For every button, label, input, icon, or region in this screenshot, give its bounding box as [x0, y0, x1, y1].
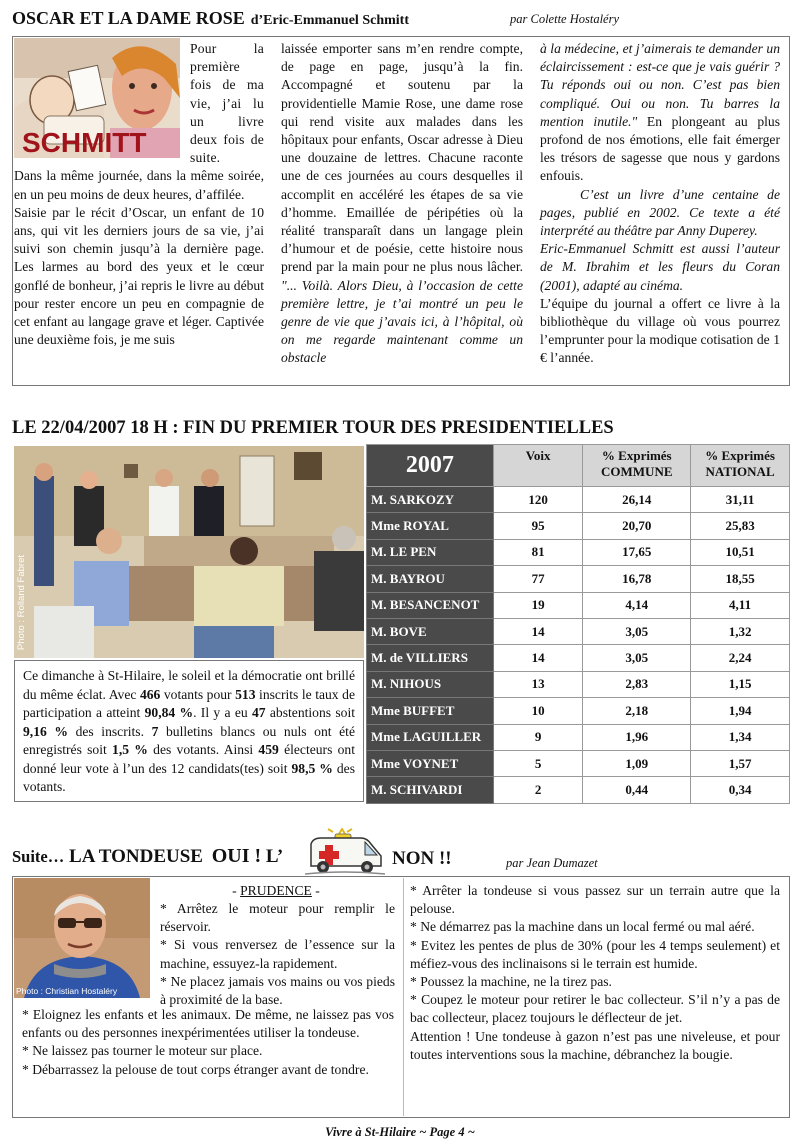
candidate-votes: 9 — [493, 724, 583, 750]
polling-station-photo — [14, 446, 364, 658]
oscar-title-text: OSCAR ET LA DAME ROSE — [12, 8, 245, 28]
candidate-pct-national: 0,34 — [691, 777, 790, 803]
oscar-author: d’Eric-Emmanuel Schmitt — [250, 13, 409, 28]
tondeuse-l: L’ — [265, 846, 284, 867]
candidate-pct-commune: 1,96 — [583, 724, 691, 750]
elections-summary — [14, 660, 364, 802]
results-row — [367, 566, 790, 592]
results-table — [366, 444, 790, 804]
candidate-name: Mme BUFFET — [367, 698, 494, 724]
results-header-row — [367, 445, 790, 487]
oscar-col1-intro: Pour la première fois de ma vie, j’ai lu un livre deux fois de suite. — [190, 41, 264, 166]
oscar-col1-para-a: Dans la même journée, dans la même soirée, en un peu moins de deux heures, d’affilée. — [14, 168, 264, 202]
summary-figure: 90,84 % — [144, 705, 194, 720]
summary-text: des votants. Ainsi — [147, 742, 259, 757]
candidate-name: M. NIHOUS — [367, 671, 494, 697]
prudence-tips-right: * Arrêter la tondeuse si vous passez sur un terrain autre que la pelouse. * Ne démarrez pas la machine dans un local fermé ou mal aéré. * Evitez les pentes de plus de 30% (pour les 4 temps seulement) et méfiez-vous des inclinaisons si le terrain est humide. * Poussez la machine, ne la tirez pas. * Coupez le moteur pour retirer le bac collecteur. S’il n’y a pas de bac collecteur, placez toujours le déflecteur de jet. Attention ! Une tondeuse à gazon n’est pas une niveleuse, et pour toutes interventions sous la machine, débranchez la bougie. — [410, 883, 780, 1062]
candidate-name: M. SARKOZY — [367, 487, 494, 513]
portrait-illustration — [14, 878, 150, 998]
candidate-pct-national: 1,32 — [691, 618, 790, 644]
candidate-pct-national: 1,15 — [691, 671, 790, 697]
candidate-name: M. SCHIVARDI — [367, 777, 494, 803]
results-table-container — [366, 444, 790, 804]
prudence-label: PRUDENCE — [240, 883, 312, 898]
summary-figure: 513 — [235, 686, 256, 702]
results-row — [367, 618, 790, 644]
oscar-col3-publication: C’est un livre d’une centaine de pages, publié en 2002. Ce texte a été interprété au théâtre par Anny Duperey. — [540, 186, 780, 239]
ambulance-icon — [305, 828, 385, 876]
tondeuse-oui: OUI ! — [211, 845, 262, 867]
oscar-col3-text — [540, 40, 780, 186]
summary-text: Ce dimanche à St-Hilaire, le soleil et la démocratie ont brillé du même éclat. Avec — [23, 668, 355, 702]
candidate-pct-commune: 0,44 — [583, 777, 691, 803]
candidate-pct-commune: 2,18 — [583, 698, 691, 724]
candidate-pct-commune: 17,65 — [583, 539, 691, 565]
candidate-votes: 14 — [493, 618, 583, 644]
candidate-pct-national: 2,24 — [691, 645, 790, 671]
candidate-votes: 13 — [493, 671, 583, 697]
summary-figure: 98,5 % — [291, 760, 333, 776]
page-footer: Vivre à St-Hilaire ~ Page 4 ~ — [325, 1125, 475, 1139]
candidate-pct-commune: 20,70 — [583, 513, 691, 539]
oscar-column-1 — [14, 40, 264, 349]
oscar-byline: par Colette Hostaléry — [510, 12, 620, 26]
results-body — [367, 487, 790, 804]
oscar-col1-para-b: Saisie par le récit d’Oscar, un enfant de 10 ans, qui vit les derniers jours de sa vie, j’ai suivi son chemin jusqu’à la dernière page. Les larmes au bord des yeux et le cœur gonflé de bonheur, j’ai repris le livre au début pour rester encore un peu en compagnie de cet enfant au langage grave et léger. Captivée une deuxième fois, je me suis — [14, 204, 264, 348]
candidate-name: M. BESANCENOT — [367, 592, 494, 618]
prudence-dash-right: - — [311, 883, 320, 898]
results-row — [367, 750, 790, 776]
candidate-votes: 77 — [493, 566, 583, 592]
tondeuse-title — [12, 845, 283, 868]
results-row — [367, 777, 790, 803]
oscar-col3-library: L’équipe du journal a offert ce livre à la bibliothèque du village où vous pourrez l’emprunter pour la modique cotisation de 1 € l’année. — [540, 295, 780, 366]
candidate-votes: 81 — [493, 539, 583, 565]
candidate-pct-national: 1,57 — [691, 750, 790, 776]
candidate-votes: 5 — [493, 750, 583, 776]
header-national: % Exprimés NATIONAL — [691, 445, 790, 487]
prudence-tips-bottom: * Eloignez les enfants et les animaux. De même, ne laissez pas vos enfants ou des personnes inexpérimentées utiliser la tondeuse. * Ne laissez pas tourner le moteur sur place. * Débarrassez la pelouse de tout corps étranger avant de tondre. — [22, 1007, 394, 1077]
summary-figure: 7 — [151, 723, 159, 739]
candidate-pct-national: 25,83 — [691, 513, 790, 539]
summary-text: des inscrits. — [67, 723, 152, 739]
candidate-name: M. LE PEN — [367, 539, 494, 565]
oscar-col2-text — [281, 40, 523, 368]
results-row — [367, 671, 790, 697]
candidate-votes: 19 — [493, 592, 583, 618]
candidate-name: Mme ROYAL — [367, 513, 494, 539]
candidate-name: Mme LAGUILLER — [367, 724, 494, 750]
candidate-pct-national: 31,11 — [691, 487, 790, 513]
author-portrait — [14, 878, 150, 998]
candidate-pct-national: 18,55 — [691, 566, 790, 592]
results-row — [367, 724, 790, 750]
tondeuse-title-a: LA TONDEUSE — [69, 846, 203, 867]
candidate-name: M. de VILLIERS — [367, 645, 494, 671]
summary-figure: 459 — [258, 742, 279, 757]
article-title-oscar — [12, 8, 409, 29]
results-row — [367, 592, 790, 618]
oscar-col3-body: En plongeant au plus profond de nos émotions, elle fait émerger les trésors de sagesse que nous y gardons enfouis. — [540, 113, 780, 184]
candidate-votes: 2 — [493, 777, 583, 803]
header-commune: % Exprimés COMMUNE — [583, 445, 691, 487]
photo-credit: Photo : Rolland Fabret — [16, 554, 27, 650]
tondeuse-suite: Suite… — [12, 847, 65, 866]
summary-text: . Il y a eu — [193, 705, 252, 720]
prudence-tips-top: * Arrêtez le moteur pour remplir le réservoir. * Si vous renversez de l’essence sur la machine, essuyez-la rapidement. * Ne placez jamais vos mains ou vos pieds à proximité de la base. — [160, 901, 395, 1008]
candidate-pct-commune: 3,05 — [583, 618, 691, 644]
candidate-name: M. BAYROU — [367, 566, 494, 592]
summary-text: abstentions soit — [265, 705, 356, 720]
oscar-col2-body: laissée emporter sans m’en rendre compte, de page en page, jusqu’à la fin. Accompagné et soutenu par la providentielle Mamie Rose, une dame rose qui rend visite aux malades dans les hôpitaux pour enfants, Oscar adresse à Dieu une douzaine de lettres. Chacune raconte une de ces journées au cours desquelles il accomplit en accéléré les étapes de sa vie d’homme. Emaillée de péripéties où la réalité transparaît dans un langage plein d’humour et de poésie, cette histoire nous prend par la main pour ne plus nous lâcher. — [281, 41, 523, 275]
candidate-pct-national: 1,94 — [691, 698, 790, 724]
summary-figure: 466 — [139, 686, 161, 702]
candidate-pct-commune: 1,09 — [583, 750, 691, 776]
elections-title: LE 22/04/2007 18 H : FIN DU PREMIER TOUR DES PRESIDENTIELLES — [12, 418, 614, 438]
oscar-col3-quote: à la médecine, et j’aimerais te demander un éclaircissement : est-ce que je vais guérir ? Tu réponds oui ou non. C’est pas bien compliqué. Oui ou non. Tu barres la mention inutile." — [540, 41, 780, 129]
results-row — [367, 513, 790, 539]
tondeuse-non: NON !! — [392, 848, 452, 869]
results-row — [367, 645, 790, 671]
results-row — [367, 698, 790, 724]
candidate-pct-commune: 4,14 — [583, 592, 691, 618]
summary-text: bulletins blancs ou nuls ont été enregistrés soit — [23, 723, 355, 757]
results-year: 2007 — [367, 445, 494, 487]
oscar-col3-other-works: Eric-Emmanuel Schmitt est aussi l’auteur de M. Ibrahim et les fleurs du Coran (2001), adapté au cinéma. — [540, 241, 780, 293]
results-row — [367, 487, 790, 513]
book-cover-author-text: SCHMITT — [22, 127, 147, 158]
oscar-col2-quote: "... Voilà. Alors Dieu, à l’occasion de cette première lettre, je t’ai montré un peu le genre de vie que j’avais ici, à l’hôpital, où on me regarde maintenant comme un obstacle — [281, 277, 523, 366]
candidate-votes: 120 — [493, 487, 583, 513]
candidate-pct-commune: 3,05 — [583, 645, 691, 671]
candidate-pct-commune: 26,14 — [583, 487, 691, 513]
summary-text: des votants. — [23, 760, 356, 794]
oscar-column-2 — [281, 40, 523, 368]
summary-text: inscrits le taux de participation a atteint — [23, 686, 355, 720]
candidate-pct-commune: 2,83 — [583, 671, 691, 697]
results-row — [367, 539, 790, 565]
candidate-pct-national: 1,34 — [691, 724, 790, 750]
candidate-votes: 95 — [493, 513, 583, 539]
summary-figure: 9,16 % — [23, 723, 68, 739]
prudence-dash-left: - — [232, 883, 241, 898]
summary-text: électeurs ont donné leur vote à l’un des 12 candidats(tes) soit — [23, 742, 355, 776]
candidate-name: Mme VOYNET — [367, 750, 494, 776]
summary-figure: 1,5 % — [112, 742, 148, 757]
oscar-column-3 — [540, 40, 780, 368]
portrait-credit: Photo : Christian Hostaléry — [16, 986, 118, 996]
header-voix: Voix — [493, 445, 583, 487]
candidate-pct-national: 10,51 — [691, 539, 790, 565]
tondeuse-byline: par Jean Dumazet — [506, 856, 598, 870]
candidate-votes: 10 — [493, 698, 583, 724]
summary-text: votants pour — [160, 686, 236, 702]
column-divider — [403, 878, 404, 1116]
candidate-pct-commune: 16,78 — [583, 566, 691, 592]
polling-station-illustration — [14, 446, 364, 658]
candidate-votes: 14 — [493, 645, 583, 671]
prudence-heading — [160, 882, 392, 900]
candidate-pct-national: 4,11 — [691, 592, 790, 618]
candidate-name: M. BOVE — [367, 618, 494, 644]
summary-figure: 47 — [252, 705, 266, 720]
